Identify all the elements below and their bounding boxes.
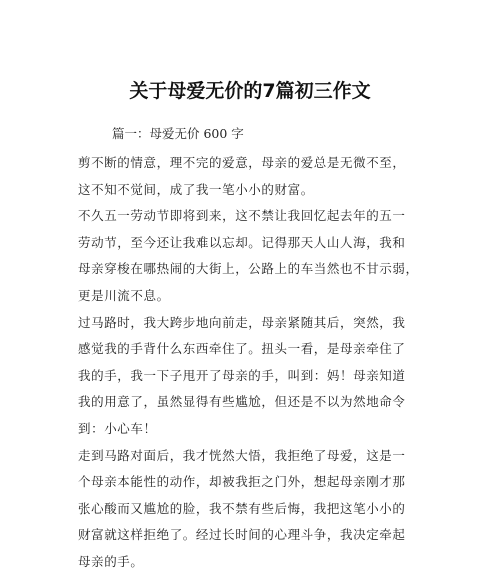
text-line: 这不知不觉间，成了我一笔小小的财富。 <box>78 181 314 197</box>
text-line: 感觉我的手背什么东西牵住了。扭头一看，是母亲牵住了 <box>78 341 406 357</box>
text-line: 我的用意了，虽然显得有些尴尬，但还是不以为然地命令 <box>78 394 406 410</box>
text-line: 财富就这样拒绝了。经过长时间的心理斗争，我决定牵起 <box>78 527 406 543</box>
text-line: 过马路时，我大跨步地向前走，母亲紧随其后，突然，我 <box>78 314 406 330</box>
text-line: 走到马路对面后，我才恍然大悟，我拒绝了母爱，这是一 <box>78 447 406 463</box>
text-line: 我的手，我一下子甩开了母亲的手，叫到：妈！母亲知道 <box>78 367 406 383</box>
text-line: 母亲的手。 <box>78 553 144 569</box>
section-heading: 篇一：母爱无价 600 字 <box>112 126 244 141</box>
text-line: 张心酸而又尴尬的脸，我不禁有些后悔，我把这笔小小的 <box>78 500 406 516</box>
text-line: 剪不断的情意，理不完的爱意，母亲的爱总是无微不至， <box>78 155 406 170</box>
body-text <box>78 150 498 576</box>
text-line: 到：小心车！ <box>78 420 157 436</box>
text-line: 母亲穿梭在哪热闹的大街上，公路上的车当然也不甘示弱， <box>78 261 419 277</box>
text-line: 劳动节，至今还让我难以忘却。记得那天人山人海，我和 <box>78 234 406 250</box>
text-line: 不久五一劳动节即将到来，这不禁让我回忆起去年的五一 <box>78 208 406 224</box>
text-line: 个母亲本能性的动作，却被我拒之门外，想起母亲刚才那 <box>78 474 406 490</box>
document-title: 关于母爱无价的7篇初三作文 <box>129 80 371 102</box>
text-line: 更是川流不息。 <box>78 287 170 303</box>
